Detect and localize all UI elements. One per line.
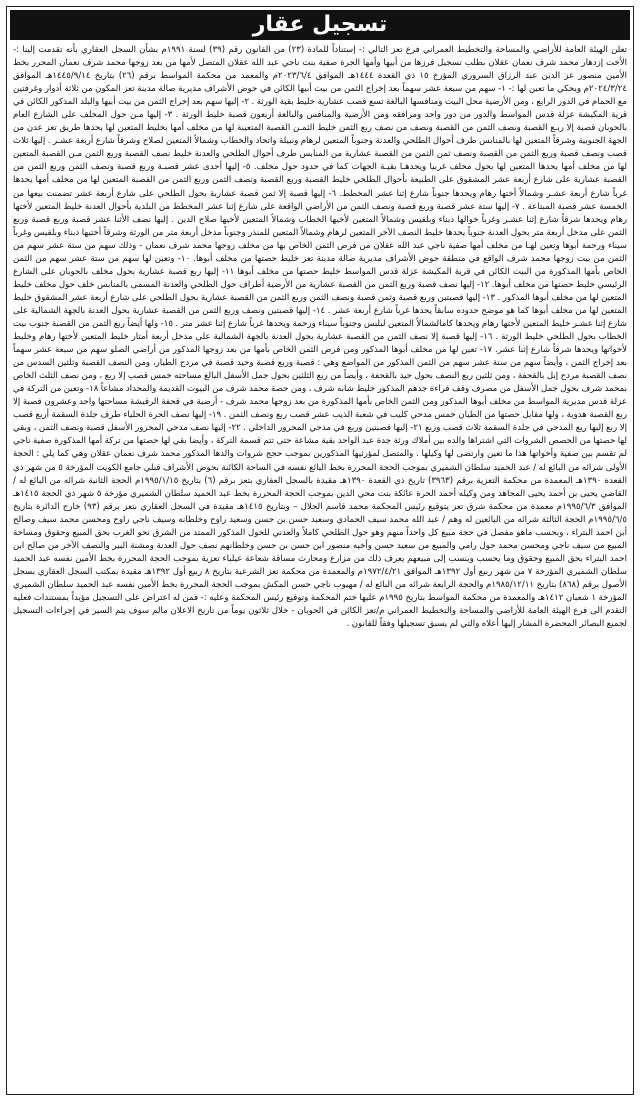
notice-body xyxy=(13,44,627,631)
notice-paragraph: إليها مـن حول المخلف على الشارع العام بالحوبان قصبة إلا ربـع القصبة ونصف الثمن من القصبة ونصف من نصف ربع الثمن خليط الثمـن القصبة المتعينة لها من مخلف أمها بخليط المتعين لها يحدها طريق تعز عدن من الجهة الجنوبية وشرقاً المتعين لها بالمنابس طرف أحوال الطلحي والعدنة وجنوباً المتعين لرهام ونبيلة واتحاد والخطاب وشمالاً المتعين لصلاح وشرقاً شارع أربعة عشـر . إليها ثلاث قصب ونصف قصبة وربع الثمن من القصبة ونصف ثمن الثمن من القصبة عشارية من المنابس طرف أحوال الطلحي والعدنة خليط نصف القصبة وربع الثمن مـن القصبة المتعين لها من مخلف أمها يحدها المتعين لها بحول مخلف غربيا ويحدهـا بقيـة الجهات كما في حدود حول مخلف. ٥- إليها أحدى عشر قصبـة وربع قصبة ونصف الثمن وربع الثمن من القصبة عشارية على شارع أربعة عشر المشقوق على الطبيعة بأحوال الطلحي خليط القصبة وربع القصبة ونصف الثمن وربع الثمن من القصبة المتعين لها من مخلف أمها يحدها غرباً شارع أربعة عشـر وشمالاً أختها رهام ويحدها جنوباً شارع إثنا عشر المخطط. ٦- xyxy=(13,110,627,199)
notice-paragraph: إليها قصبة إلا ثمن قصبة عشارية بحول الطلحي على شارع أربعة عشر تضمنت بيعها من الخمسة عشر قصبة المبتاعة . ٧- إليها ستة عشر قصبة وربع قصبة ونصف الثمن من الأراضي الواقعة على شارع إثنا عشر المخطط من البلدية بأحوال العدنة خليط المتعين لأختها رهام ويحدها شرقاً شارع إثنا عشـر وغرباً خوالها دبناء وبلقيس وشمالاً المتعين لأخيها الخطاب وشمالاً المتعين لأخيها صلاح الدين . إليها نصف الأثنا عشر قصبة وربع قصبة وربع الثمن على مدخل أربعة متر بحول العدنة جنوباً يحدها خليط النصف الآخر المتعين لرهام وشمالاً المتعين للمنذر وجنوباً مدخل أربعة متر من الورثة وشرقاً أختيها دبناء وبلقيس وغرباً سيناء ورحمة أبوها وتعين لهـا من مخلف أمها صفية ناجي عبد الله عقلان من فرض الثمن الخاص بها من مخلف زوجها محمد شرف نعمان - وذلك سهم من ستة عشر سهم من الثمن من بيت زوجها محمد شرف الواقع في منطقة حوض الأشراف مديرية صالة مدينة تعز خليط حصتها من مخلف أبوها. ١٠- وتعين لها سهم من ستة عشر سهم من الثمن الخاص بأمها المذكورة من البيت الكائن في قرية المكيشة عزلة قدس المواسط خليط حصتها من مخلف أبوها ١١- إليها ربع قصبة عشارية بحول مخلف بالحوبان على الشارع الرئيسي خليط حصتها من مخلف أبوها. ١٢- إليها نصف قصبة وربع الثمن من القصبة عشارية من الأرضية أطراف حول الطلحي والعدنة المسمى بالمنابس خلف حول مخلف خليط المتعين لها من مخلف أبوها المذكور . ١٣- إليها قصبتين وربع قصبة وثمن قصبة ونصف الثمن وربع الثمن من القصبة عشارية بحول الطلحي على شارع أربعة عشر المشقوق خليط المتعين لها من مخلف أبوها كما هو موضح حدوده سابقاً يحدها غرباً شارع أربعة عشر . ١٤- إليها قصبتين ونصف وربع الثمن من القصبة عشارية بحول العدنة بالجهة الشمالية على شارع إثنا عشـر خليط المتعين لأختها رهام ويحدها كامالشمالاً المتعين لبلبس وجنوباً سيناء ورحمة ويحدها غرباً شارع إثنا عشر متر . ١٥- ولها أيضاً ربع الثمن من القصبة جنوب بيت الخطاب بحول الطلحي خليط الورثة . ١٦- إليها قصبة إلا نصف الثمن من القصبة عشارية بحول العدنة بالجهة الشمالية على مدخل أربعة أمتار خليط المتعين لأختها رهام وخليط لأخواتها ويحدها شرقاً شارع إثنا عشر. ١٧- تعين لها من مخلف أبوها المذكور ومن فرض الثمن الخاص بأمها من بعد زوجها المذكور من أراضي الصلو سهم من سبعة عشر سهماً بعد إخراج الثمن ، وأيضاً سهم من ستة عشر سهم من الثمن المذكور من المواضع وهي : قصبة وربع قصبة وحيد قصبة في مردح الطيار، ومن النصف القصبة وثلثين السدس من نصف القصبة مردح إبل بالقحفة ، ومن ثلثين ربع النصف بحول حيد بالقحفة ، وأيضاً من ربع الثلثين بحول جمل الأسفل البالغ مساحته خمس قصب إلا ربع ، ومن نصف الثلث الخاص بمحمد شرف بحول جمل الأسفل من مصرف وقف قراءة جدهم المذكور خليط شابه شرف ، ومن حصة محمد شرف من البيوت القديمة والمحداد مشاعاً ١٨- وتعين من التركة في عزلة قدس مديرية المواسط من مخلف أبوها المذكور ومن الثمن الخاص بأمها المذكورة من بعد زوجها محمد شرف - أرضية في قحفة الرقيشة مساحتها واحد وعشرون قصبة إلا ربع القصبة هدوية ، ولها مقابل حصتها من الطيان خمس مدحي كليب في شعبة الذيب عشر قصب ربع ونصف الثمن . ١٩- إليها نصف الحرة الحلياء طرف جلدة السقمة أربع قصب إلا ربع إليها ربع المدحي في جلدة السقمة ثلاث قصب وربع ٢١- إليها قصبتين وربع في مدحي المحرور الداخلي . ٢٢- إليها نصف مدحي المحرور الأسفل قصبة ونصف الثمن ، وبقي لها حصتها من الحصص الشروات التي اشتراها والده بين أملاك ورثة جدة عبد الواحد بقية مشاعة حتى تتم قسمة التركة ، وأيضا بقي لها حصتها من تركة أمها المذكورة صفية ناجي لم تقسم بين صفية وأخواتها هذا ما تعين وارتضى لها وكيلها . والمتصل لمؤرثيها المذكورين بموجب حجج شروات والدها المذكور محمد شرف نعمان عقلان وهي كما يلي : الحجة الأولى شرائه من البائع له / عبد الحميد سلطان الشميري بموجب الحجة المحررة بخط البائع نفسه في الساحة الكائنة بحوض الأشراف قبلي جامع الكويت المؤرخة ٥ من شهر ذي القعدة ١٣٩٠هـ المعمدة من محكمة التعزية برقم (٣٩٦٣) تاريخ ذي القعدة ١٣٩٠هـ مقيدة بالسجل العقاري بتعز برقم (٦) بتاريخ ١٩٩٥/١/١٥م الحجة الثانية شرائه من البائع له / القاضي يحيى بن أحمد يحيى المجاهد ومن وكيله أحمد الحرة عائكة بنت محي الدين بموجب الحجة المحررة بخط عبد الحميد سلطان الشميري مؤرخة ٥ شهر ذي الحجة ١٤١٥هـ الموافق ١٩٩٥/٦/٣م معمدة من محكمة شرق تعز بتوقيع رئيس المحكمة محمد قاسم الجلال – وبتاريخ ١٤١٥هـ مقيدة في السجل العقاري بتعز برقم (٩٣) خارج الدائرة بتاريخ ١٩٩٥/٦/٥م الحجة الثالثة شرائه من البائعين له وهم / عبد الله محمد سيف الحمادي وسعيد حسن بن حسن وسعيد راوح وخلطانه وسيف ناجي راوح ومحسن محمد سيف وصالح أبن احمد البتراء ، وبحسب ماهو مفصل في حجة مبيع كل واحداً منهم وهو حول الطلحي كاملاً والعدني للحول المذكور الممتد من الشرق نحو الغرب بحق المبيع وحقوق ومساحة المبيع من سيف ناجي ومحسن محمد حول رامي والمبيع من سعيد حسن وأخيه منصور ابن حسن بن حسن وخلطانهم نصف حول العدنة ومشنة البير والنصف الآخر من صالح ابن احمد البتراء بحق المبيع وحقوق وما يحسب وينسب إلى مبيعهم يعرف ذلك من مزارع ومحارث مساقة شعاعة عيلباء تعزية بموجب الحجة المحررة بخط الأمين نفسه عبد الحميد سلطان الشميري المؤرخة ٧ من شهر ربيع أول ١٣٩٢هـ الموافق ١٩٧٢/٤/٢١م والمعمدة من محكمة تعز الشرعية بتاريخ ٨ ربيع أول ١٣٩٢هـ مقيدة بمكتب السجل العقاري بسجل الأصول برقم (٨٦٨) بتاريخ ١٩٨٥/١٢/١١م والحجة الرابعة شرائه من البائع له / مهيوب ناجي حسن المكش بموجب الحجة المحررة بخط الأمين نفسه عبد الحميد سلطان الشميري المؤرخة ١ شعبان ١٤١٢هـ والمعمدة من محكمة المواسط بتاريخ ١٩٩٥م عليها ختم المحكمة وتوقيع رئيس المحكمة وعليه :- فمن له اعتراض على التسجيل مؤيداً بمستندات فعليه التقدم الى فرع الهيئة العامة للأراضي والمساحة والتخطيط العمراني م/تعز الكائن في الحوبان - خلال ثلاثون يوماً من تاريخ الاعلان مالم سوف يتم السير في إجراءات التسجيل لجميع البصائر المحضرة المشار إليها أعلاه والتي لم يسبق تسجيلها وفقاً للقانون . xyxy=(13,188,628,630)
notice-header xyxy=(10,10,630,40)
notice-frame xyxy=(6,6,634,1095)
notice-title: تسجيل عقار xyxy=(252,12,388,37)
notice-paragraph: تعلن الهيئة العامة للأراضي والمساحة والتخطيط العمراني فرع تعز التالي :- إستناداً للمادة (٢٣) من القانون رقم (٣٩) لسنة ١٩٩١م بشأن السجل العقاري بأنه تقدمت إلينا :- الأخت إزدهار محمد شرف نعمان عقلان بطلب تسجيل فرزها من أبيها وأمها الحرة صفية بنت ناجي عبد الله عقلان المتصل لأمها من بعد زوجها محمد شرف نعمان المحرر بخط الأمين منصور عز الدين عبد الرزاق السروري المؤرخ ١٥ ذي القعدة ١٤٤٤هـ الموافق ٢٠٢٣/٦/٤م والمعمد من محكمة المواسط برقم (٢٦) بتاريخ ١٤٤٥/٩/١٤هـ الموافق ٢٠٢٤/٣/٢٤م ويحكي ما تعين لها :- ١- سهم من سبعة عشر سهماً بعد إخراج الثمن من بيت أبيها الكائن في حوض الأشراف مديرية صالة مدينة تعز المكون من ثلاثة أدوار وغرفتين مع الحمام في الدور الرابع ، ومن الأرضية محل البيت ومنافسها البالغة تسع قصب عشارية خليط بقية الورثة . ٢- إليها سهم بعد إخراج الثمن من بيت أبيها والبلد المذكور الكائن في قرية المكيشة عزلة قدس المواسط والدور من دور واحد ومرافقه ومن الأرضية والمنافس والبالغة أربعون قصبة خليط الورثة . ٣- xyxy=(13,45,628,121)
